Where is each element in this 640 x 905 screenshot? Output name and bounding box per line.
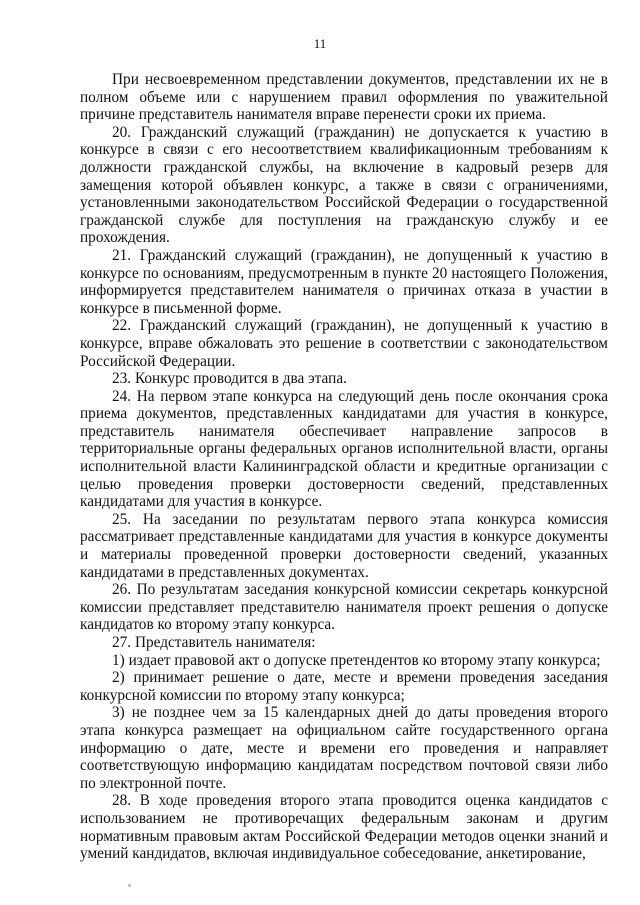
paragraph-27-item-1: 1) издает правовой акт о допуске претендентов ко второму этапу конкурса; — [112, 651, 601, 669]
paragraph-27-item-2: 2) принимает решение о дате, месте и времени проведения заседания конкурсной комиссии по второму этапу конкурса; — [80, 669, 608, 704]
paragraph-late-submission: При несвоевременном представлении документов, представлении их не в полном объеме или с нарушением правил оформления по уважительной причине представитель нанимателя вправе перенести сроки их приема. — [80, 71, 608, 124]
scan-dot-mark — [128, 884, 131, 887]
document-body — [80, 71, 608, 863]
page-number: 11 — [313, 36, 327, 51]
paragraph-20: 20. Гражданский служащий (гражданин) не допускается к участию в конкурсе в связи с его несоответствием квалификационным требованиям к должности гражданской службы, на включение в кадровый резерв для замещения которой объявлен конкурс, а также в связи с ограничениями, установленными законодательством Российской Федерации о государственной гражданской службе для поступления на гражданскую службу и ее прохождения. — [80, 123, 608, 247]
paragraph-21: 21. Гражданский служащий (гражданин), не допущенный к участию в конкурсе по основаниям, предусмотренным в пункте 20 настоящего Положения, информируется представителем нанимателя о причинах отказа в участии в конкурсе в письменной форме. — [80, 246, 608, 317]
paragraph-23: 23. Конкурс проводится в два этапа. — [112, 370, 347, 388]
paragraph-22: 22. Гражданский служащий (гражданин), не допущенный к участию в конкурсе, вправе обжаловать это решение в соответствии с законодательством Российской Федерации. — [80, 317, 608, 370]
paragraph-28: 28. В ходе проведения второго этапа проводится оценка кандидатов с использованием не противоречащих федеральным законам и другим нормативным правовым актам Российской Федерации методов оценки знаний и умений кандидатов, включая индивидуальное собеседование, анкетирование, — [80, 792, 608, 863]
paragraph-24: 24. На первом этапе конкурса на следующий день после окончания срока приема документов, представленных кандидатами для участия в конкурсе, представитель нанимателя обеспечивает направление запросов в территориальные органы федеральных органов исполнительной власти, органы исполнительной власти Калининградской области и кредитные организации с целью проведения проверки достоверности сведений, представленных кандидатами для участия в конкурсе. — [80, 387, 608, 511]
paragraph-27-item-3: 3) не позднее чем за 15 календарных дней до даты проведения второго этапа конкурса размещает на официальном сайте государственного органа информацию о дате, месте и времени его проведения и направляет соответствующую информацию кандидатам посредством почтовой связи либо по электронной почте. — [80, 704, 608, 792]
paragraph-25: 25. На заседании по результатам первого этапа конкурса комиссия рассматривает представленные кандидатами для участия в конкурсе документы и материалы проведенной проверки достоверности сведений, указанных кандидатами в представленных документах. — [80, 510, 608, 581]
paragraph-27: 27. Представитель нанимателя: — [112, 634, 316, 651]
paragraph-26: 26. По результатам заседания конкурсной комиссии секретарь конкурсной комиссии представляет представителю нанимателя проект решения о допуске кандидатов ко второму этапу конкурса. — [80, 581, 608, 634]
